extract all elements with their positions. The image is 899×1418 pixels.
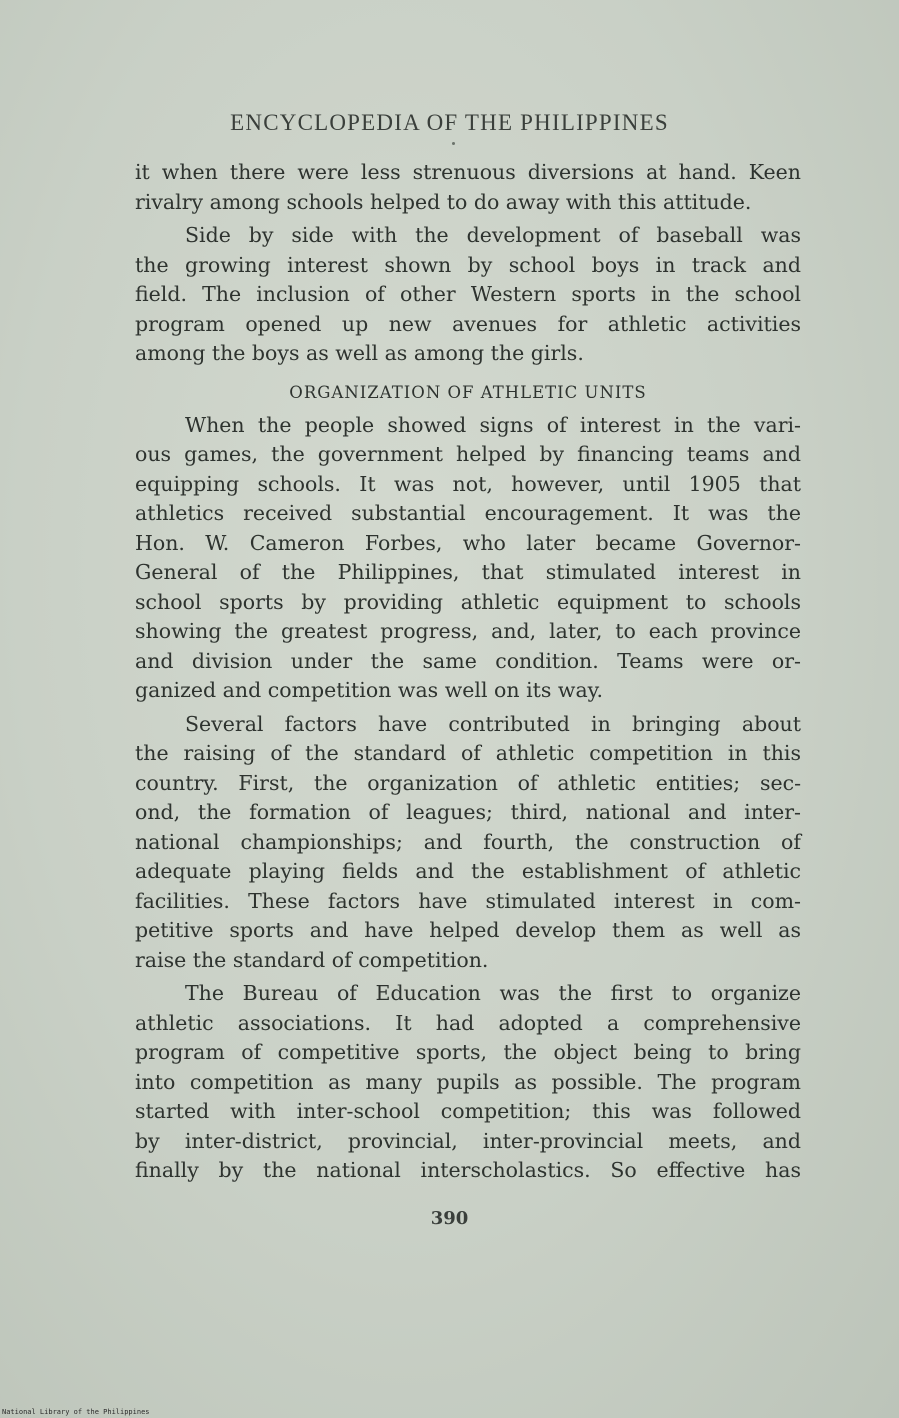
text-line: adequate playing fields and the establishment of athletic: [135, 859, 801, 883]
text-line: national championships; and fourth, the construction of: [135, 829, 801, 854]
text-line: among the boys as well as among the girls.: [135, 341, 584, 365]
text-line: program opened up new avenues for athletic activities: [135, 311, 801, 336]
body-text: [135, 158, 801, 1186]
text-line: finally by the national interscholastics. So effective has: [135, 1158, 801, 1182]
paragraph-3: [135, 411, 801, 706]
text-line: ganized and competition was well on its way.: [135, 678, 604, 702]
ink-speck: [452, 142, 455, 145]
text-line: athletic associations. It had adopted a comprehensive: [135, 1010, 801, 1035]
text-line: ous games, the government helped by financing teams and: [135, 442, 801, 466]
text-line: General of the Philippines, that stimulated interest in: [135, 560, 801, 584]
text-line: started with inter-school competition; this was followed: [135, 1099, 801, 1123]
text-line: into competition as many pupils as possible. The program: [135, 1069, 801, 1094]
paragraph-2: [135, 221, 801, 369]
text-line: The Bureau of Education was the first to organize: [185, 981, 801, 1005]
paragraph-1: [135, 158, 801, 217]
library-credit: National Library of the Philippines: [2, 1408, 150, 1416]
text-line: the raising of the standard of athletic competition in this: [135, 741, 801, 765]
text-line: Hon. W. Cameron Forbes, who later became Governor-: [135, 530, 801, 555]
text-line: petitive sports and have helped develop them as well as: [135, 918, 801, 942]
text-line: rivalry among schools helped to do away with this attitude.: [135, 189, 752, 214]
text-line: country. First, the organization of athletic entities; sec-: [135, 770, 801, 795]
text-line: field. The inclusion of other Western sports in the school: [135, 282, 801, 306]
paragraph-4: [135, 710, 801, 976]
text-line: When the people showed signs of interest in the vari-: [185, 412, 801, 437]
text-line: ond, the formation of leagues; third, national and inter-: [135, 800, 801, 824]
paragraph-5: [135, 979, 801, 1186]
text-line: raise the standard of competition.: [135, 947, 489, 972]
section-heading: ORGANIZATION OF ATHLETIC UNITS: [289, 382, 647, 402]
text-line: facilities. These factors have stimulated interest in com-: [135, 888, 801, 913]
text-line: Several factors have contributed in bringing about: [185, 711, 801, 736]
text-line: and division under the same condition. Teams were or-: [135, 648, 801, 673]
running-header: ENCYCLOPEDIA OF THE PHILIPPINES: [230, 110, 669, 135]
text-line: equipping schools. It was not, however, until 1905 that: [135, 471, 801, 496]
text-line: school sports by providing athletic equipment to schools: [135, 589, 801, 614]
text-line: Side by side with the development of baseball was: [185, 223, 801, 247]
text-line: it when there were less strenuous diversions at hand. Keen: [135, 160, 801, 184]
page-number: 390: [430, 1208, 469, 1229]
text-line: showing the greatest progress, and, later, to each province: [135, 619, 801, 643]
text-line: athletics received substantial encouragement. It was the: [135, 501, 801, 525]
text-line: by inter-district, provincial, inter-provincial meets, and: [135, 1128, 801, 1153]
text-line: the growing interest shown by school boys in track and: [135, 252, 801, 277]
text-line: program of competitive sports, the object being to bring: [135, 1040, 801, 1064]
